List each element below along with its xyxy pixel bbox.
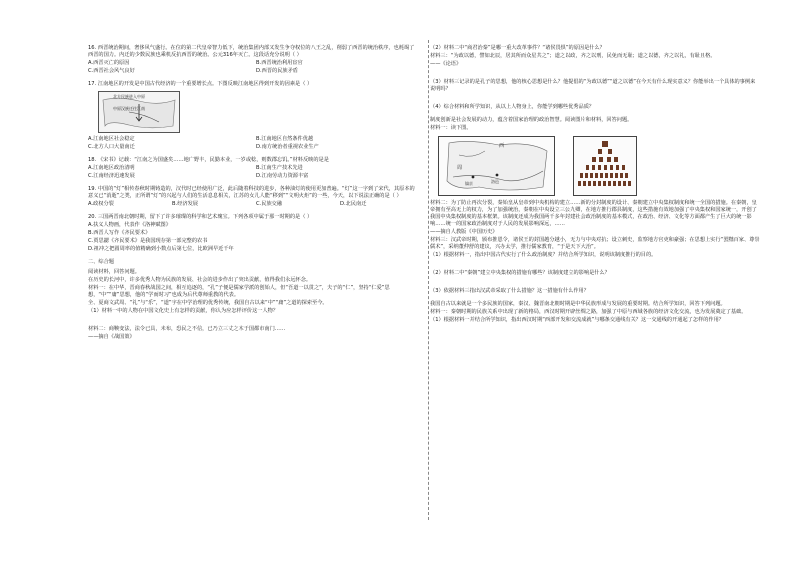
q21-part-2: [430, 45, 760, 111]
q21-line-1: 在历史的长河中，许多优秀人物为民族的发展、社会的进步作出了突出贡献，值得我们永远怀念。: [88, 277, 312, 284]
q23-sub-1: （1）根据材料一并结合所学知识，指出西汉时期“西部开发和交流成就”与哪条交通线有关？这一交通线的开通起了怎样的作用？: [430, 317, 724, 324]
q18-option-d: D.江南劳动力资源丰富: [256, 173, 309, 180]
q19-options: [88, 201, 416, 208]
q20-option-d: D.祖冲之把圆周率的值精确到小数点后第七位，比欧洲早近千年: [88, 246, 234, 253]
q17-option-c: C.北方人口大量南迁: [88, 144, 135, 151]
question-19: [88, 186, 416, 208]
hierarchy-pyramid-image: [573, 136, 637, 196]
question-21: [88, 269, 416, 341]
question-17: [88, 81, 416, 151]
answer-space: [430, 278, 760, 288]
q21-sub-1: （1）材料一中的人物在中国文化史上有怎样的贡献，你认为应怎样评价这一人物？: [88, 308, 279, 315]
q20-option-c: C.贾思勰《齐民要术》是我国现存第一部完整的农书: [88, 238, 208, 245]
q21-line-3: 全、夏商文武周、“礼”与“乐”，“道”字在中学治理的优秀传统，我国自古以来“中”“庸”之道的探索至今。: [88, 300, 328, 307]
q22-material-1: 材料一：读下图。: [430, 125, 472, 132]
q16-options: [88, 60, 416, 75]
q21-material-3: 材料三：“为政以德，譬如北辰，居其所而众星共之”；道之以政，齐之以刑，民免而无耻；道之以德，齐之以礼，有耻且格。: [430, 53, 716, 60]
q21-line-2: 材料一：在中华，晋商春秋战国之间，相互追逐的，“孔”子便是儒家学派的创始人，但“吾道一以贯之”，夫子的“仁”，坚持“仁爱”思想，“中”“庸”思想，他的“学而时习”也成为后代尊师重教的代表。: [88, 285, 390, 299]
q19-option-c: C.民族交融: [256, 201, 283, 208]
answer-space: [88, 316, 416, 326]
answer-space: [430, 94, 760, 104]
map-label-haojing: 镐京: [465, 181, 473, 187]
q22-material-2: 材料二：为了防止再次分裂，秦始皇从皇帝到中央机构的建立……新的分封制度的设计、秦朝建立中央集权制度和统一全国的措施。在秦朝，皇帝拥有至高无上的权力，为了加强统治，秦朝在中央设立三公九卿，在地方推行郡县制度，这些措施有效地加强了中央集权和国家统一，开创了我国中央集权制度的基本框架。该制度还成为我国两千多年封建社会政治制度的基本模式，在政治、经济、文化等方面都产生了巨大的统一影响……统一的国家政治制度对于人民的发展影响深远，……: [430, 200, 757, 228]
migration-map-image: [98, 91, 180, 133]
q16-stem: 16. 西晋统治期间，奢侈风气盛行。在位的第二代皇帝智力低下，统治集团内部又发生争夺权位的八王之乱，削弱了西晋的统治秩序，也耗竭了西晋的国力。内迁的少数民族也乘机反抗西晋的统治。公元316年灭亡。这段话充分说明（ ）: [88, 45, 415, 59]
q21-material-2: 材料二：商鞅变法，法令已具，未布，恐民之不信，已乃立三丈之木于国都市南门……: [88, 326, 286, 333]
answer-space: [430, 260, 760, 270]
q22-intro: 制度创新是社会发展的动力，蕴含着国家治理的政治智慧。阅读图片和材料，回答问题。: [430, 117, 633, 124]
q20-option-b: B.西晋人写作《齐民要术》: [88, 230, 151, 237]
q21-intro: 阅读材料，回答问题。: [88, 269, 140, 276]
q20-stem: 20. 三国两晋南北朝时期，留下了许多璀璨的科学和艺术瑰宝。下列各项中属于那一时期的是（ ）: [88, 214, 313, 221]
q21-sub-3: （3）材料三记录的是孔子的思想，他的核心思想是什么？他提倡的“为政以德”“道之以德”在今天有什么现实意义？你能举出一个具体的事例来说明吗？: [430, 79, 756, 93]
zhou-map-image: [438, 136, 555, 196]
q17-option-a: A.江南地区社会稳定: [88, 136, 135, 143]
q18-stem: 18. 《宋书》记载：“江南之为国盛矣……地广野丰，民勤本业，一岁或稔，则数郡忘饥。”材料反映的是是: [88, 157, 329, 164]
q17-options: [88, 136, 416, 151]
q16-option-c: C.西晋社会风气良好: [88, 68, 135, 75]
q16-option-a: A.西晋灭亡的原因: [88, 60, 130, 67]
pyramid-svg: [574, 137, 636, 195]
q17-stem: 17. 江南地区的开发是中国古代经济的一个重要增长点。下图反映江南地区得到开发的因素是（ ）: [88, 81, 313, 88]
q21-sub-4: （4）综合材料和所学知识，从以上人物身上，你能学到哪些优秀品质？: [430, 104, 595, 111]
q23-material-1: 材料一：秦朝时期的民族关系中出现了新的格局，西汉时期开辟丝绸之路，加强了中原与西域各族的经济文化交流，也为发展奠定了基础。: [430, 309, 747, 316]
q21-source: ——摘自《战国策》: [88, 334, 135, 341]
map-label-luoyi: 洛邑: [491, 179, 499, 185]
q21-material-3-source: ——《论语》: [430, 61, 462, 68]
q23-intro: 我国自古以来就是一个多民族的国家，秦汉、魏晋南北朝时期是中华民族形成与发展的重要时期。结合所学知识，回答下列问题。: [430, 301, 726, 308]
question-23: [430, 301, 760, 324]
q16-option-b: B.西晋统治利用宦官: [256, 60, 303, 67]
q16-option-d: D.西晋的民族矛盾: [256, 68, 298, 75]
q22-sub-2: （2）材料二中“秦朝”建立中央集权的措施有哪些？该制度建立的影响是什么？: [430, 270, 610, 277]
question-18: [88, 157, 416, 180]
column-divider: [428, 40, 429, 520]
q18-option-c: C.江南经济迅速发展: [88, 173, 135, 180]
map-label-zhou: 周: [457, 165, 463, 172]
map-label-south: 中原汉族迁往江南: [113, 106, 145, 112]
question-22: [430, 117, 760, 295]
q22-sub-3: （3）依据材料三指出汉武帝采取了什么措施？这一措施有什么作用？: [430, 288, 589, 295]
q19-option-b: B.经济发展: [172, 201, 198, 208]
q22-figures: [438, 136, 760, 196]
right-column: [430, 45, 760, 330]
q17-option-b: B.江南地区自然条件优越: [256, 136, 314, 143]
left-column: [88, 45, 416, 347]
q18-options: [88, 165, 416, 180]
q19-stem: 19. 中国的“灯”相传春秋时期铸造的，汉代时已经使用广泛，此后随着科技的进步，各种油灯的使用更加普遍。“灯”这一字到了宋代，其原本的意义已“消逝”之类，正所谓“灯”的兴起与人们的生活息息相关，江苏的女儿人能“移到”“文明火炬”的一些，今天，以下说法正确的是（ ）: [88, 186, 415, 200]
q19-option-a: A.政权分裂: [88, 201, 114, 208]
q22-material-2-source: ——摘自人教版《中国历史》: [430, 229, 498, 236]
q22-sub-1: （1）根据材料一，指出中国古代实行了什么政治制度？并结合所学知识，说明该制度推行的目的。: [430, 252, 657, 259]
answer-space: [430, 69, 760, 79]
map-label-north: 北方民族进入中原: [113, 94, 145, 100]
q18-option-a: A.江南地区政治清明: [88, 165, 135, 172]
section-title: 二、综合题: [88, 259, 114, 266]
q22-material-3: 材料三：汉武帝时期，颁布推恩令，诸侯王的封国越分越小，无力与中央对抗；设立刺史，监察地方官吏和豪强；在思想上实行“罢黜百家、尊崇儒术”，采纳董仲舒的建议，兴办太学，推行儒家教育，“于是天下大治”。: [430, 237, 760, 251]
q18-option-b: B.江南生产技术先进: [256, 165, 303, 172]
map-label-xi: 西: [499, 143, 505, 150]
question-16: [88, 45, 416, 75]
q19-option-d: D.北民南迁: [340, 201, 367, 208]
q20-option-a: A.扶义人物画，代表作《洛神赋图》: [88, 222, 171, 229]
q17-option-d: D.南方统治者重视农业生产: [256, 144, 319, 151]
q21-sub-2: （2）材料二中“商君治秦”是哪一重大改革事件？“诸侯畏惧”的原因是什么？: [430, 45, 605, 51]
question-20: [88, 214, 416, 253]
